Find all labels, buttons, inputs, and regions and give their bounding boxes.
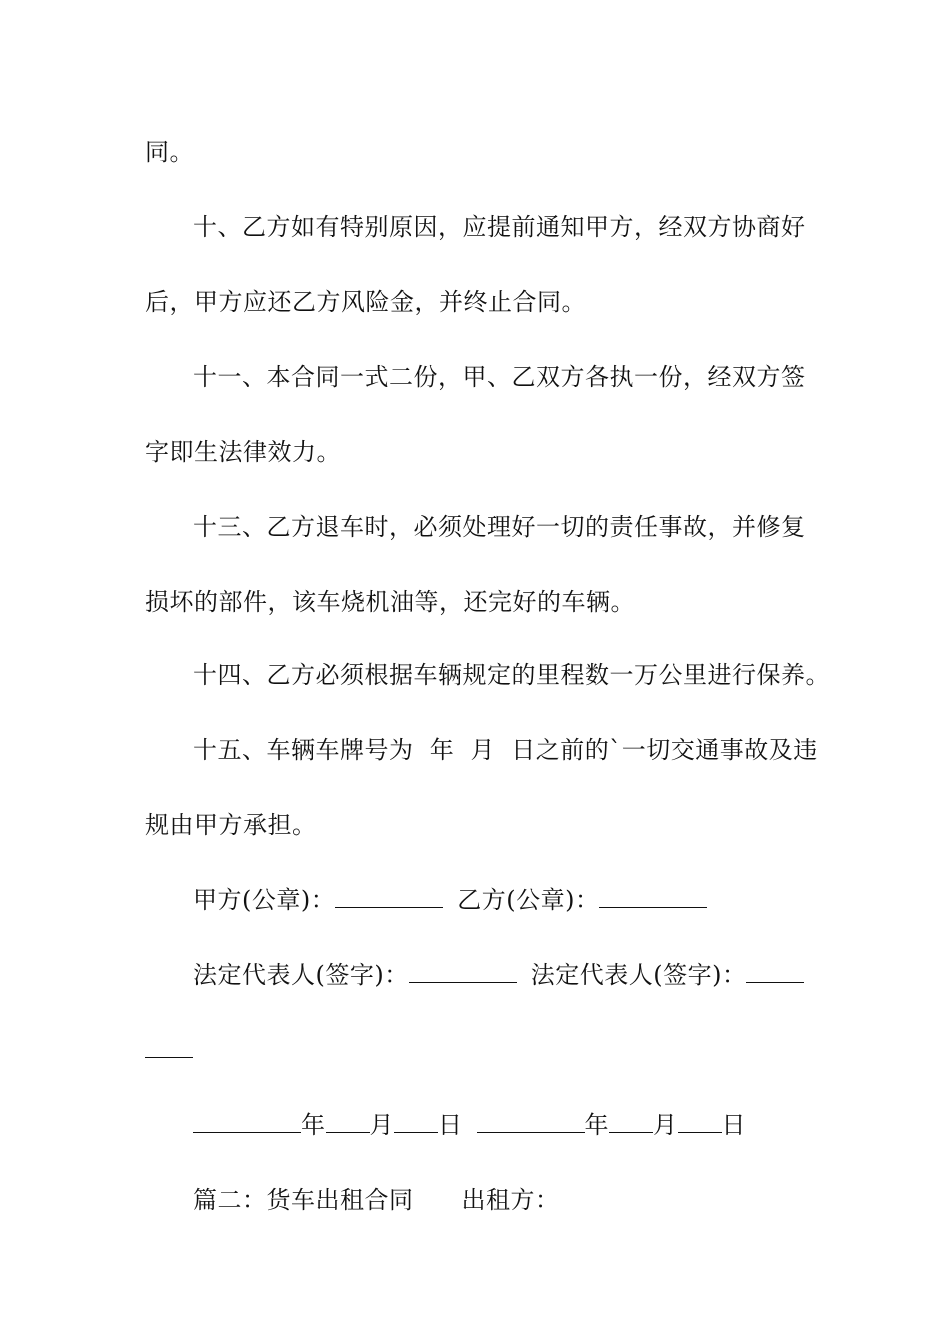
year-label: 年 (301, 1111, 326, 1139)
paragraph-line: 同。 (145, 138, 194, 166)
party-b-seal-label: 乙方(公章)： (457, 886, 600, 914)
party-a-rep-blank[interactable] (409, 960, 517, 983)
clause-15-line-1: 十五、车辆车牌号为 年 月 日之前的`一切交通事故及违 (193, 736, 818, 764)
party-b-year-blank[interactable] (477, 1110, 585, 1133)
clause-11-line-2: 字即生法律效力。 (145, 438, 341, 466)
party-a-seal-blank[interactable] (335, 885, 443, 908)
representative-line (193, 959, 804, 991)
month-label: 月 (369, 1111, 394, 1139)
day-label: 日 (438, 1111, 463, 1139)
party-a-day-blank[interactable] (394, 1110, 438, 1133)
section-two-title: 篇二：货车出租合同 (193, 1186, 414, 1214)
party-b-day-blank[interactable] (678, 1110, 722, 1133)
section-two-heading (193, 1184, 560, 1216)
clause-13-line-1: 十三、乙方退车时，必须处理好一切的责任事故，并修复 (193, 513, 806, 541)
lessor-label: 出租方： (461, 1186, 560, 1214)
year-label: 年 (584, 1111, 609, 1139)
clause-14-line: 十四、乙方必须根据车辆规定的里程数一万公里进行保养。 (193, 661, 830, 689)
party-b-month-blank[interactable] (609, 1110, 653, 1133)
day-label: 日 (721, 1111, 746, 1139)
party-a-rep-label: 法定代表人(签字)： (193, 961, 409, 989)
party-a-year-blank[interactable] (193, 1110, 301, 1133)
party-b-seal-blank[interactable] (599, 885, 707, 908)
clause-10-line-2: 后，甲方应还乙方风险金，并终止合同。 (145, 288, 586, 316)
clause-13-line-2: 损坏的部件，该车烧机油等，还完好的车辆。 (145, 588, 635, 616)
clause-15-line-2: 规由甲方承担。 (145, 811, 317, 839)
party-b-rep-blank[interactable] (746, 960, 804, 983)
party-b-rep-blank-continued[interactable] (145, 1035, 193, 1058)
seal-line (193, 884, 707, 916)
month-label: 月 (653, 1111, 678, 1139)
party-a-month-blank[interactable] (326, 1110, 370, 1133)
representative-line-continued (145, 1034, 193, 1066)
clause-10-line-1: 十、乙方如有特别原因，应提前通知甲方，经双方协商好 (193, 213, 806, 241)
clause-11-line-1: 十一、本合同一式二份，甲、乙双方各执一份，经双方签 (193, 363, 806, 391)
date-line (193, 1109, 746, 1141)
party-b-rep-label: 法定代表人(签字)： (530, 961, 747, 989)
party-a-seal-label: 甲方(公章)： (193, 886, 336, 914)
